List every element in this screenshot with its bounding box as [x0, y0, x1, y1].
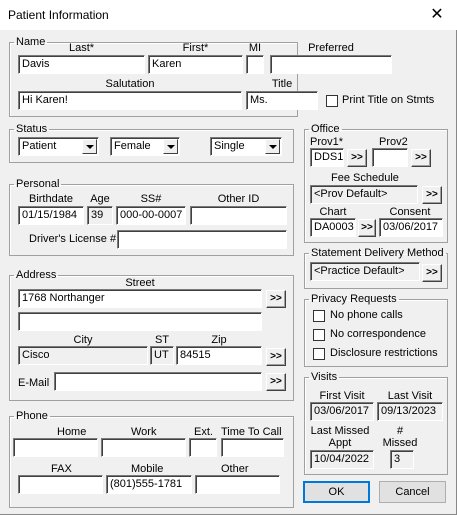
time-to-call-field[interactable] — [221, 438, 284, 457]
close-icon[interactable]: ✕ — [430, 6, 444, 23]
title-label: Title — [271, 78, 293, 90]
age-field: 39 — [87, 206, 113, 225]
birthdate-label: Birthdate — [28, 193, 74, 205]
home-phone-field[interactable] — [13, 438, 98, 457]
mobile-field[interactable]: (801)555-1781 — [106, 475, 192, 494]
missed-count-field: 3 — [390, 450, 414, 469]
drivers-license-label: Driver's License # — [29, 233, 117, 245]
st-label: ST — [154, 334, 170, 346]
email-field[interactable] — [54, 372, 262, 391]
work-label: Work — [131, 426, 157, 438]
last-visit-label: Last Visit — [387, 390, 433, 402]
visits-legend: Visits — [311, 371, 338, 383]
prov1-button[interactable]: >> — [347, 149, 367, 167]
ext-label: Ext. — [194, 426, 213, 438]
ext-field[interactable] — [189, 438, 217, 457]
gender-value: Female — [114, 140, 151, 152]
street-lookup-button[interactable]: >> — [266, 290, 286, 308]
first-label: First* — [182, 42, 209, 54]
mi-field[interactable] — [246, 55, 264, 74]
first-name-field[interactable]: Karen — [148, 55, 243, 74]
prov2-field[interactable] — [372, 148, 408, 167]
fee-schedule-button[interactable]: >> — [422, 186, 442, 204]
email-label: E-Mail — [18, 377, 50, 389]
prov2-label: Prov2 — [379, 136, 408, 148]
prov1-field[interactable]: DDS1 — [310, 148, 344, 167]
disclosure-label: Disclosure restrictions — [330, 347, 438, 359]
missed-label: Missed — [382, 437, 418, 449]
work-phone-field[interactable] — [101, 438, 186, 457]
consent-field[interactable]: 03/06/2017 — [379, 218, 443, 237]
first-visit-field: 03/06/2017 — [310, 402, 374, 421]
last-name-field[interactable]: Davis — [18, 55, 145, 74]
age-label: Age — [90, 193, 110, 205]
city-label: City — [73, 334, 93, 346]
zip-label: Zip — [211, 334, 227, 346]
marital-select[interactable] — [210, 137, 282, 156]
office-legend: Office — [311, 123, 340, 135]
preferred-label: Preferred — [308, 42, 354, 54]
other-id-label: Other ID — [217, 193, 260, 205]
no-correspondence-label: No correspondence — [330, 328, 427, 340]
street-label: Street — [125, 277, 155, 289]
ok-button[interactable]: OK — [303, 481, 370, 503]
print-title-checkbox[interactable] — [326, 95, 338, 107]
statement-legend: Statement Delivery Method — [311, 247, 444, 259]
prov2-button[interactable]: >> — [411, 149, 431, 167]
fee-schedule-field: <Prov Default> — [310, 185, 418, 204]
other-id-field[interactable] — [190, 206, 287, 225]
other-phone-field[interactable] — [195, 475, 280, 494]
zip-lookup-button[interactable]: >> — [266, 348, 286, 366]
last-visit-field: 09/13/2023 — [377, 402, 443, 421]
print-title-label: Print Title on Stmts — [342, 94, 435, 106]
personal-legend: Personal — [16, 178, 60, 190]
name-legend: Name — [16, 36, 46, 48]
status-select[interactable] — [18, 137, 99, 156]
last-missed-label: Last Missed — [310, 425, 370, 437]
time-to-call-label: Time To Call — [221, 426, 282, 438]
fax-label: FAX — [51, 463, 72, 475]
no-correspondence-checkbox[interactable] — [313, 329, 325, 341]
no-phone-label: No phone calls — [330, 309, 403, 321]
mi-label: MI — [248, 42, 262, 54]
zip-field[interactable]: 84515 — [176, 346, 262, 365]
drivers-license-field[interactable] — [117, 230, 287, 249]
chevron-down-icon[interactable] — [163, 139, 178, 154]
title-bar — [0, 0, 457, 30]
last-missed-field: 10/04/2022 — [310, 450, 374, 469]
consent-label: Consent — [389, 206, 431, 218]
chart-button[interactable]: >> — [358, 219, 376, 237]
mobile-label: Mobile — [131, 463, 164, 475]
fee-schedule-label: Fee Schedule — [331, 172, 399, 184]
home-label: Home — [57, 426, 87, 438]
statement-delivery-field: <Practice Default> — [310, 262, 420, 281]
prov1-label: Prov1* — [310, 136, 344, 148]
salutation-label: Salutation — [105, 78, 155, 90]
chart-label: Chart — [319, 206, 347, 218]
title-field[interactable]: Ms. — [246, 91, 318, 110]
privacy-legend: Privacy Requests — [311, 293, 397, 305]
chart-field[interactable]: DA0003 — [310, 218, 356, 237]
status-legend: Status — [16, 123, 48, 135]
fax-field[interactable] — [18, 475, 103, 494]
statement-delivery-button[interactable]: >> — [422, 264, 442, 282]
dialog-body — [0, 30, 457, 515]
ss-label: SS# — [140, 193, 162, 205]
first-visit-label: First Visit — [319, 390, 365, 402]
status-value: Patient — [22, 140, 57, 152]
disclosure-checkbox[interactable] — [313, 348, 325, 360]
gender-select[interactable] — [110, 137, 180, 156]
last-label: Last* — [68, 42, 95, 54]
street2-field[interactable] — [18, 312, 262, 331]
salutation-field[interactable]: Hi Karen! — [18, 91, 242, 110]
chevron-down-icon[interactable] — [82, 139, 97, 154]
window-title: Patient Information — [8, 8, 109, 22]
appt-label: Appt — [328, 437, 352, 449]
birthdate-field[interactable]: 01/15/1984 — [18, 206, 84, 225]
chevron-down-icon[interactable] — [265, 139, 280, 154]
st-field: UT — [150, 346, 174, 365]
email-button[interactable]: >> — [266, 373, 286, 391]
ss-field[interactable]: 000-00-0007 — [116, 206, 186, 225]
preferred-field[interactable] — [270, 55, 392, 74]
city-field: Cisco — [18, 346, 148, 365]
no-phone-checkbox[interactable] — [313, 310, 325, 322]
other-label: Other — [221, 463, 249, 475]
marital-value: Single — [214, 140, 245, 152]
street1-field[interactable]: 1768 Northanger — [18, 289, 262, 308]
phone-legend: Phone — [16, 410, 48, 422]
address-legend: Address — [16, 269, 57, 281]
count-hash-label: # — [396, 425, 404, 437]
cancel-button[interactable]: Cancel — [379, 481, 446, 503]
